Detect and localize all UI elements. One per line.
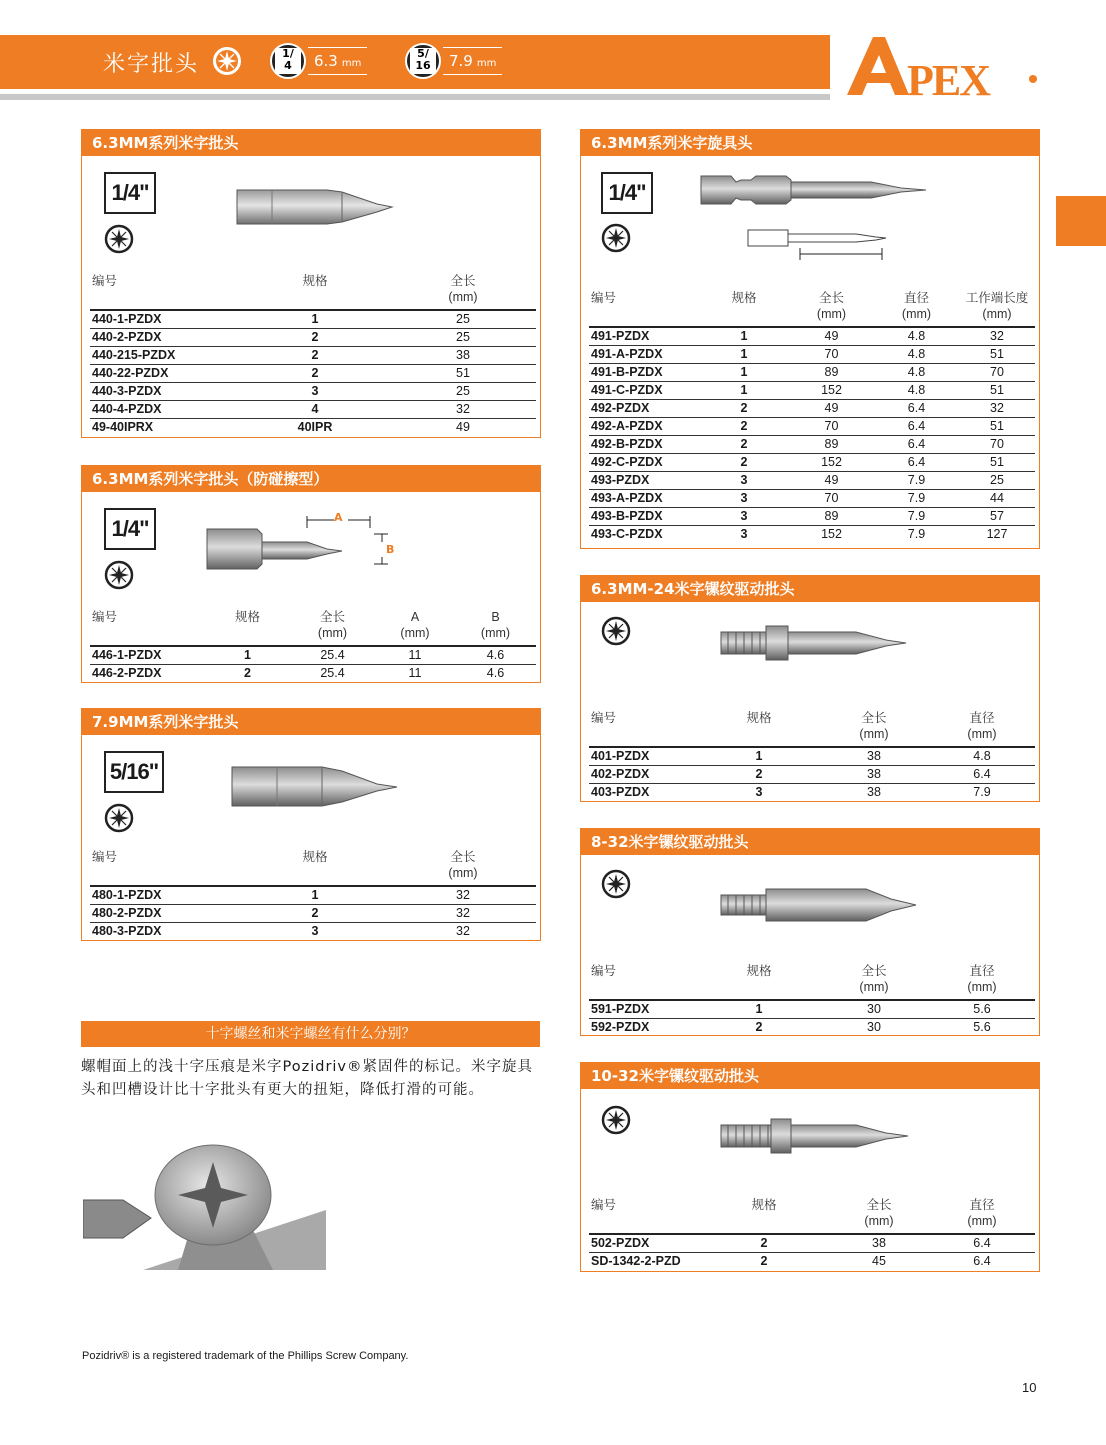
panel-6-3mm-power-bits: [580, 129, 1040, 549]
table-header: [90, 849, 536, 886]
drive-size-box: 1/4": [104, 172, 156, 214]
cell-value: 32: [390, 923, 536, 941]
cell-value: 89: [789, 436, 874, 454]
table-row: [589, 747, 1035, 766]
cell-value: 38: [829, 1234, 929, 1253]
table-row: [589, 784, 1035, 802]
cell-value: 5.6: [929, 1000, 1035, 1019]
cell-value: 49: [789, 327, 874, 346]
cell-value: 70: [789, 418, 874, 436]
threaded-bit-image: [716, 1111, 916, 1161]
col-length: 全长 (mm): [448, 850, 478, 880]
panel-10-32-threaded: [580, 1062, 1040, 1272]
panel-title: 10-32米字镙纹驱动批头: [581, 1063, 1039, 1089]
table-row: [589, 526, 1035, 544]
cell-value: 32: [390, 886, 536, 905]
screw-head-photo: [83, 1140, 326, 1270]
cell-value: 1: [699, 364, 789, 382]
cell-value: 6.4: [929, 766, 1035, 784]
table-row: [589, 364, 1035, 382]
drive-size-icon: 1/ 4: [270, 43, 306, 79]
cell-value: 51: [959, 382, 1035, 400]
cell-value: 49: [390, 419, 536, 437]
table-header: [589, 290, 1035, 327]
cell-value: 32: [959, 327, 1035, 346]
cell-value: 1: [240, 310, 390, 329]
pozidriv-icon: [601, 616, 631, 646]
cell-code: 440-215-PZDX: [90, 347, 240, 365]
header-divider: [0, 94, 830, 100]
cell-value: 89: [789, 508, 874, 526]
cell-value: 57: [959, 508, 1035, 526]
cell-value: 25: [959, 472, 1035, 490]
cell-code: 492-C-PZDX: [589, 454, 699, 472]
cell-value: 152: [789, 526, 874, 544]
cell-value: 38: [819, 747, 929, 766]
table-row: [90, 905, 536, 923]
table-row: [589, 418, 1035, 436]
power-bit-image: [696, 170, 936, 270]
cell-value: 4.6: [455, 665, 536, 683]
col-length: 全长 (mm): [448, 274, 478, 304]
size-badge-quarter: 1/ 4 6.3 mm: [270, 43, 367, 79]
dimension-b-label: B: [386, 543, 395, 556]
cell-code: 502-PZDX: [589, 1234, 699, 1253]
cell-value: 1: [699, 1000, 819, 1019]
threaded-bit-image: [716, 618, 916, 668]
faq-title: 十字螺丝和米字螺丝有什么分别？: [81, 1021, 540, 1047]
pozidriv-icon: [601, 223, 631, 253]
cell-value: 89: [789, 364, 874, 382]
col-diameter: 直径 (mm): [901, 291, 932, 321]
table-row: [589, 382, 1035, 400]
dimension-a-label: A: [334, 511, 343, 524]
cell-code: 491-C-PZDX: [589, 382, 699, 400]
panel-6-3mm-24-threaded: [580, 575, 1040, 802]
table-row: [90, 665, 536, 683]
drive-size-box: 1/4": [104, 508, 156, 550]
table-header: [589, 710, 1035, 747]
cell-code: SD-1342-2-PZD: [589, 1253, 699, 1271]
cell-code: 440-2-PZDX: [90, 329, 240, 347]
insert-bit-image: [227, 759, 407, 814]
cell-value: 2: [699, 1234, 829, 1253]
col-a: A (mm): [400, 610, 430, 640]
badge-mm-value: 6.3: [314, 52, 338, 70]
table-row: [589, 1234, 1035, 1253]
cell-value: 1: [699, 747, 819, 766]
table-row: [589, 327, 1035, 346]
table-row: [589, 766, 1035, 784]
drive-size-box: 5/16": [104, 751, 164, 793]
cell-value: 51: [390, 365, 536, 383]
cell-code: 480-3-PZDX: [90, 923, 240, 941]
cell-code: 440-4-PZDX: [90, 401, 240, 419]
col-length: 全长 (mm): [317, 610, 348, 640]
cell-value: 44: [959, 490, 1035, 508]
cell-value: 4.8: [874, 364, 959, 382]
cell-value: 4.6: [455, 646, 536, 665]
cell-value: 70: [789, 490, 874, 508]
cell-code: 592-PZDX: [589, 1019, 699, 1037]
col-code: 编号: [591, 964, 617, 978]
table-header: [589, 963, 1035, 1000]
col-diameter: 直径 (mm): [967, 711, 997, 741]
cell-value: 70: [789, 346, 874, 364]
spec-table: [90, 849, 536, 940]
table-row: [90, 646, 536, 665]
cell-value: 2: [699, 766, 819, 784]
panel-6-3mm-bits-antiwear: [81, 465, 541, 683]
panel-title: 6.3MM系列米字批头（防碰擦型）: [82, 466, 540, 492]
pozidriv-icon: [601, 1105, 631, 1135]
table-row: [589, 346, 1035, 364]
table-row: [589, 1019, 1035, 1037]
table-row: [90, 310, 536, 329]
table-row: [90, 886, 536, 905]
panel-title: 7.9MM系列米字批头: [82, 709, 540, 735]
cell-value: 11: [375, 665, 455, 683]
panel-title: 8-32米字镙纹驱动批头: [581, 829, 1039, 855]
pozidriv-icon: [104, 560, 134, 590]
table-row: [90, 347, 536, 365]
cell-value: 25: [390, 329, 536, 347]
cell-code: 480-2-PZDX: [90, 905, 240, 923]
cell-code: 446-1-PZDX: [90, 646, 205, 665]
cell-value: 2: [240, 329, 390, 347]
cell-code: 401-PZDX: [589, 747, 699, 766]
col-diameter: 直径 (mm): [967, 1198, 997, 1228]
cell-code: 591-PZDX: [589, 1000, 699, 1019]
cell-code: 480-1-PZDX: [90, 886, 240, 905]
cell-value: 4.8: [874, 327, 959, 346]
col-code: 编号: [591, 291, 617, 305]
panel-title: 6.3MM系列米字批头: [82, 130, 540, 156]
drive-size-icon: 5/ 16: [405, 43, 441, 79]
cell-code: 493-A-PZDX: [589, 490, 699, 508]
table-row: [90, 383, 536, 401]
cell-value: 2: [699, 1253, 829, 1271]
cell-value: 152: [789, 454, 874, 472]
pozidriv-icon: [212, 46, 242, 76]
cell-code: 440-1-PZDX: [90, 310, 240, 329]
table-row: [589, 490, 1035, 508]
table-header: [589, 1197, 1035, 1234]
cell-value: 4: [240, 401, 390, 419]
cell-value: 6.4: [874, 454, 959, 472]
cell-code: 440-3-PZDX: [90, 383, 240, 401]
section-tab: [1056, 196, 1106, 246]
col-size: 规格: [731, 291, 757, 305]
cell-value: 3: [240, 923, 390, 941]
cell-code: 446-2-PZDX: [90, 665, 205, 683]
cell-code: 403-PZDX: [589, 784, 699, 802]
panel-8-32-threaded: [580, 828, 1040, 1036]
cell-code: 49-40IPRX: [90, 419, 240, 437]
cell-value: 3: [699, 784, 819, 802]
cell-value: 6.4: [874, 400, 959, 418]
page-number: 10: [1022, 1380, 1037, 1395]
col-diameter: 直径 (mm): [967, 964, 997, 994]
cell-value: 25.4: [290, 665, 375, 683]
cell-code: 440-22-PZDX: [90, 365, 240, 383]
cell-value: 30: [819, 1019, 929, 1037]
cell-value: 51: [959, 418, 1035, 436]
cell-value: 5.6: [929, 1019, 1035, 1037]
table-row: [589, 1000, 1035, 1019]
col-code: 编号: [92, 274, 118, 288]
cell-code: 491-PZDX: [589, 327, 699, 346]
cell-value: 30: [819, 1000, 929, 1019]
trademark-footnote: Pozidriv® is a registered trademark of the Phillips Screw Company.: [82, 1350, 409, 1362]
table-header: [90, 273, 536, 310]
spec-table: [589, 290, 1035, 543]
col-size: 规格: [302, 850, 328, 864]
panel-7-9mm-bits: [81, 708, 541, 941]
cell-value: 3: [240, 383, 390, 401]
cell-value: 6.4: [929, 1234, 1035, 1253]
col-code: 编号: [591, 1198, 617, 1212]
col-size: 规格: [746, 711, 772, 725]
spec-table: [589, 963, 1035, 1036]
table-row: [90, 923, 536, 941]
cell-code: 492-A-PZDX: [589, 418, 699, 436]
cell-value: 6.4: [929, 1253, 1035, 1271]
cell-value: 51: [959, 454, 1035, 472]
cell-value: 4.8: [874, 382, 959, 400]
cell-code: 491-A-PZDX: [589, 346, 699, 364]
cell-value: 45: [829, 1253, 929, 1271]
panel-6-3mm-bits: [81, 129, 541, 438]
table-row: [589, 454, 1035, 472]
table-row: [589, 508, 1035, 526]
cell-value: 38: [819, 766, 929, 784]
cell-value: 7.9: [874, 526, 959, 544]
cell-code: 402-PZDX: [589, 766, 699, 784]
cell-code: 492-B-PZDX: [589, 436, 699, 454]
table-row: [589, 1253, 1035, 1271]
col-length: 全长 (mm): [859, 964, 889, 994]
table-row: [90, 365, 536, 383]
threaded-bit-image: [716, 883, 926, 928]
cell-value: 2: [240, 905, 390, 923]
page-title: 米字批头: [103, 52, 200, 77]
panel-title: 6.3MM-24米字镙纹驱动批头: [581, 576, 1039, 602]
faq-text: 螺帽面上的浅十字压痕是米字Pozidriv®紧固件的标记。米字旋具头和凹槽设计比十字批头有更大的扭矩，降低打滑的可能。: [81, 1059, 534, 1098]
cell-value: 2: [699, 1019, 819, 1037]
cell-value: 1: [699, 346, 789, 364]
cell-value: 32: [390, 905, 536, 923]
cell-value: 32: [390, 401, 536, 419]
cell-value: 7.9: [929, 784, 1035, 802]
cell-value: 49: [789, 400, 874, 418]
cell-value: 7.9: [874, 472, 959, 490]
size-badge-5-16: 5/ 16 7.9 mm: [405, 43, 502, 79]
cell-code: 493-PZDX: [589, 472, 699, 490]
cell-value: 38: [390, 347, 536, 365]
cell-value: 51: [959, 346, 1035, 364]
cell-code: 493-B-PZDX: [589, 508, 699, 526]
table-row: [589, 436, 1035, 454]
cell-value: 6.4: [874, 436, 959, 454]
cell-value: 1: [205, 646, 290, 665]
cell-value: 2: [699, 418, 789, 436]
table-row: [589, 472, 1035, 490]
col-code: 编号: [591, 711, 617, 725]
cell-value: 127: [959, 526, 1035, 544]
col-b: B (mm): [480, 610, 511, 640]
cell-value: 3: [699, 526, 789, 544]
cell-value: 25: [390, 383, 536, 401]
badge-mm-value: 7.9: [449, 52, 473, 70]
col-length: 全长 (mm): [816, 291, 847, 321]
cell-code: 491-B-PZDX: [589, 364, 699, 382]
spec-table: [90, 273, 536, 436]
cell-value: 25.4: [290, 646, 375, 665]
insert-bit-image: [232, 182, 402, 232]
cell-value: 40IPR: [240, 419, 390, 437]
svg-text:PEX: PEX: [907, 56, 989, 103]
pozidriv-icon: [104, 803, 134, 833]
table-row: [90, 401, 536, 419]
cell-value: 1: [699, 382, 789, 400]
cell-value: 2: [240, 347, 390, 365]
cell-code: 492-PZDX: [589, 400, 699, 418]
cell-value: 2: [699, 454, 789, 472]
table-header: [90, 609, 536, 646]
col-working-length: 工作端长度 (mm): [965, 291, 1029, 321]
cell-value: 38: [819, 784, 929, 802]
table-row: [589, 400, 1035, 418]
spec-table: [589, 1197, 1035, 1270]
col-size: 规格: [751, 1198, 777, 1212]
cell-value: 70: [959, 436, 1035, 454]
cell-value: 2: [699, 436, 789, 454]
cell-value: 1: [699, 327, 789, 346]
col-size: 规格: [234, 610, 260, 624]
spec-table: [589, 710, 1035, 801]
cell-value: 7.9: [874, 508, 959, 526]
apex-logo: [843, 33, 1043, 103]
cell-value: 25: [390, 310, 536, 329]
cell-value: 4.8: [874, 346, 959, 364]
panel-title: 6.3MM系列米字旋具头: [581, 130, 1039, 156]
col-size: 规格: [302, 274, 328, 288]
antiwear-bit-image: [202, 504, 412, 584]
col-code: 编号: [92, 850, 118, 864]
cell-value: 32: [959, 400, 1035, 418]
cell-value: 6.4: [874, 418, 959, 436]
spec-table: [90, 609, 536, 682]
cell-value: 49: [789, 472, 874, 490]
table-row: [90, 419, 536, 437]
cell-code: 493-C-PZDX: [589, 526, 699, 544]
cell-value: 3: [699, 472, 789, 490]
table-row: [90, 329, 536, 347]
cell-value: 3: [699, 490, 789, 508]
cell-value: 4.8: [929, 747, 1035, 766]
pozidriv-icon: [104, 224, 134, 254]
cell-value: 2: [699, 400, 789, 418]
drive-size-box: 1/4": [601, 172, 653, 214]
cell-value: 7.9: [874, 490, 959, 508]
col-code: 编号: [92, 610, 118, 624]
col-length: 全长 (mm): [864, 1198, 894, 1228]
cell-value: 1: [240, 886, 390, 905]
cell-value: 152: [789, 382, 874, 400]
cell-value: 3: [699, 508, 789, 526]
pozidriv-icon: [601, 869, 631, 899]
cell-value: 2: [240, 365, 390, 383]
cell-value: 2: [205, 665, 290, 683]
col-size: 规格: [746, 964, 772, 978]
cell-value: 11: [375, 646, 455, 665]
cell-value: 70: [959, 364, 1035, 382]
col-length: 全长 (mm): [859, 711, 889, 741]
